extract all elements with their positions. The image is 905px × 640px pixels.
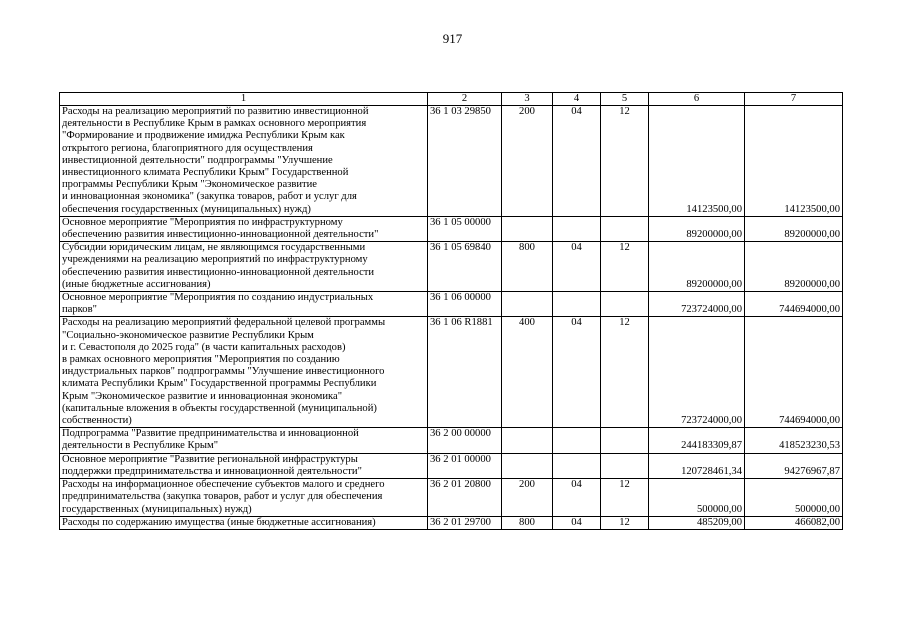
row-description: Расходы по содержанию имущества (иные бюджетные ассигнования) (60, 516, 428, 529)
column-header: 2 (428, 93, 502, 106)
row-expense-type (502, 216, 553, 241)
row-subsection: 12 (601, 479, 649, 517)
row-expense-type: 200 (502, 479, 553, 517)
row-amount-1: 89200000,00 (649, 216, 745, 241)
row-amount-1: 485209,00 (649, 516, 745, 529)
column-header: 5 (601, 93, 649, 106)
table-row (60, 242, 843, 292)
row-section (553, 292, 601, 317)
column-header: 6 (649, 93, 745, 106)
row-code: 36 1 06 R1881 (428, 317, 502, 428)
row-section: 04 (553, 242, 601, 292)
row-code: 36 1 06 00000 (428, 292, 502, 317)
row-amount-1: 723724000,00 (649, 292, 745, 317)
row-expense-type: 800 (502, 242, 553, 292)
table-row (60, 479, 843, 517)
row-subsection (601, 292, 649, 317)
row-code: 36 1 03 29850 (428, 106, 502, 217)
row-amount-2: 89200000,00 (745, 242, 843, 292)
row-amount-2: 744694000,00 (745, 317, 843, 428)
table-row (60, 428, 843, 453)
row-description: Подпрограмма "Развитие предпринимательства и инновационной деятельности в Республике Крым" (60, 428, 428, 453)
row-amount-2: 418523230,53 (745, 428, 843, 453)
row-subsection: 12 (601, 317, 649, 428)
row-amount-2: 89200000,00 (745, 216, 843, 241)
row-amount-2: 500000,00 (745, 479, 843, 517)
row-subsection (601, 216, 649, 241)
row-amount-1: 14123500,00 (649, 106, 745, 217)
row-amount-2: 466082,00 (745, 516, 843, 529)
row-section: 04 (553, 516, 601, 529)
budget-table (59, 92, 843, 530)
row-section (553, 453, 601, 478)
row-section (553, 428, 601, 453)
row-code: 36 1 05 00000 (428, 216, 502, 241)
row-description: Расходы на информационное обеспечение субъектов малого и среднего предпринимательства (закупка товаров, работ и услуг для обеспечения государственных (муниципальных) нужд) (60, 479, 428, 517)
row-code: 36 2 01 29700 (428, 516, 502, 529)
page-number: 917 (442, 31, 463, 46)
row-amount-2: 94276967,87 (745, 453, 843, 478)
row-description: Субсидии юридическим лицам, не являющимся государственными учреждениями на реализацию мероприятий по инфраструктурному обеспечению развития инвестиционно-инновационной деятельности (иные бюджетные ассигнования) (60, 242, 428, 292)
row-amount-1: 120728461,34 (649, 453, 745, 478)
row-expense-type (502, 428, 553, 453)
row-amount-1: 89200000,00 (649, 242, 745, 292)
row-description: Основное мероприятие "Мероприятия по созданию индустриальных парков" (60, 292, 428, 317)
table-row (60, 516, 843, 529)
row-section: 04 (553, 479, 601, 517)
row-description: Расходы на реализацию мероприятий федеральной целевой программы "Социально-экономическое развитие Республики Крым и г. Севастополя до 2025 года" (в части капитальных расходов) в рамках основного мероприятия "Мероприятия по созданию индустриальных парков" подпрограммы "Улучшение инвестиционного климата Республики Крым" Государственной программы Республики Крым "Экономическое развитие и инновационная экономика" (капитальные вложения в объекты государственной (муниципальной) собственности) (60, 317, 428, 428)
row-amount-1: 500000,00 (649, 479, 745, 517)
column-header: 3 (502, 93, 553, 106)
row-subsection (601, 453, 649, 478)
row-description: Основное мероприятие "Мероприятия по инфраструктурному обеспечению развития инвестиционно-инновационной деятельности" (60, 216, 428, 241)
row-subsection: 12 (601, 516, 649, 529)
table-row (60, 453, 843, 478)
row-expense-type: 400 (502, 317, 553, 428)
row-amount-2: 14123500,00 (745, 106, 843, 217)
row-subsection (601, 428, 649, 453)
row-section: 04 (553, 106, 601, 217)
row-subsection: 12 (601, 242, 649, 292)
row-section (553, 216, 601, 241)
row-code: 36 1 05 69840 (428, 242, 502, 292)
row-amount-2: 744694000,00 (745, 292, 843, 317)
column-header: 1 (60, 93, 428, 106)
row-description: Основное мероприятие "Развитие региональной инфраструктуры поддержки предпринимательства и инновационной деятельности" (60, 453, 428, 478)
table-header-row (60, 93, 843, 106)
column-header: 7 (745, 93, 843, 106)
row-expense-type: 200 (502, 106, 553, 217)
column-header: 4 (553, 93, 601, 106)
row-description: Расходы на реализацию мероприятий по развитию инвестиционной деятельности в Республике Крым в рамках основного мероприятия "Формирование и продвижение имиджа Республики Крым как открытого региона, благоприятного для осуществления инвестиционной деятельности" подпрограммы "Улучшение инвестиционного климата Республики Крым" Государственной программы Республики Крым "Экономическое развитие и инновационная экономика" (закупка товаров, работ и услуг для обеспечения государственных (муниципальных) нужд) (60, 106, 428, 217)
row-expense-type (502, 453, 553, 478)
row-code: 36 2 00 00000 (428, 428, 502, 453)
table-row (60, 317, 843, 428)
row-code: 36 2 01 00000 (428, 453, 502, 478)
row-section: 04 (553, 317, 601, 428)
row-expense-type (502, 292, 553, 317)
row-amount-1: 244183309,87 (649, 428, 745, 453)
row-subsection: 12 (601, 106, 649, 217)
row-code: 36 2 01 20800 (428, 479, 502, 517)
row-amount-1: 723724000,00 (649, 317, 745, 428)
table-row (60, 106, 843, 217)
row-expense-type: 800 (502, 516, 553, 529)
table-row (60, 216, 843, 241)
table-row (60, 292, 843, 317)
